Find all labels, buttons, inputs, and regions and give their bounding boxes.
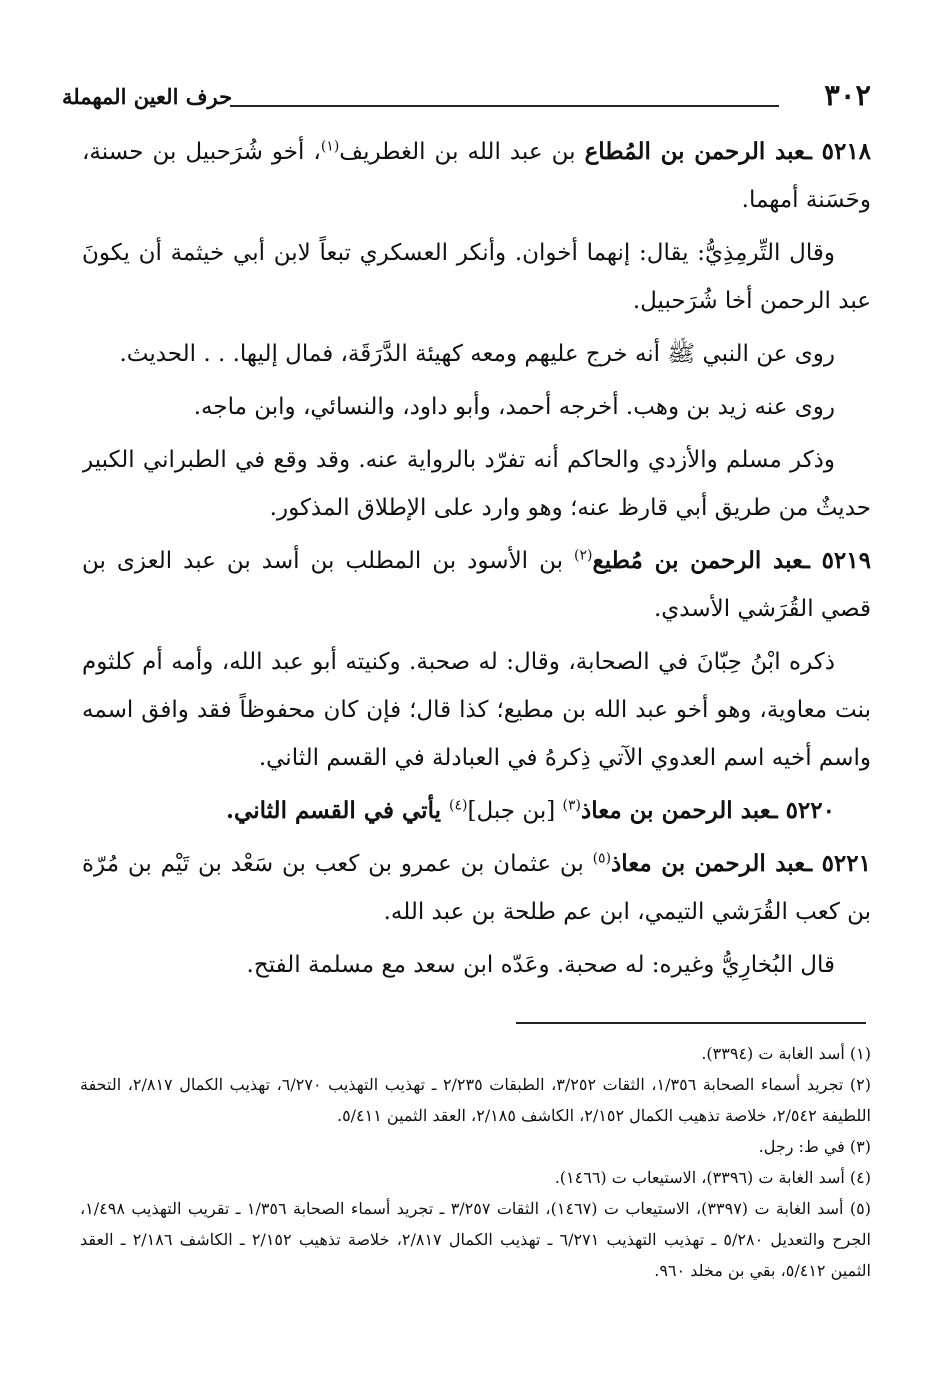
paragraph: روى عن النبي ﷺ أنه خرج عليهم ومعه كهيئة الدَّرَقَة، فمال إليها. . . الحديث.: [119, 341, 835, 367]
footnote-ref: (٥): [592, 850, 612, 867]
header-rule: [230, 105, 779, 107]
entry-name: عبد الرحمن بن مُطيع: [592, 547, 804, 574]
entry-text: [بن جبل]: [467, 798, 563, 824]
entry-5220: [82, 787, 871, 835]
footnote-text: أسد الغابة ت (٣٣٩٦)، الاستيعاب ت (١٤٦٦).: [554, 1168, 845, 1187]
entry-text: يأتي في القسم الثاني.: [226, 797, 449, 824]
entry-lineage: بن عبد الله بن الغطريف: [339, 139, 576, 165]
footnote-number: (٥): [849, 1199, 871, 1218]
footnote-text: تجريد أسماء الصحابة ١/٣٥٦، الثقات ٣/٢٥٢، الطبقات ٢/٢٣٥ ـ تهذيب التهذيب ٦/٢٧٠، تهذيب الكمال ٢/٨١٧، التحفة اللطيفة ٢/٥٤٢، خلاصة تذهيب الكمال ٢/١٥٢، الكاشف ٢/١٨٥، العقد الثمين ٥/٤١١.: [80, 1075, 871, 1125]
paragraph: ذكره ابْنُ حِبّانَ في الصحابة، وقال: له صحبة. وكنيته أبو عبد الله، وأمه أم كلثوم بنت معاوية، وهو أخو عبد الله بن مطيع؛ كذا قال؛ فإن كان محفوظاً فقد وافق اسمه واسم أخيه اسم العدوي الآتي ذِكرهُ في العبادلة في القسم الثاني.: [82, 649, 871, 771]
footnote-number: (٢): [849, 1075, 872, 1094]
footnote-separator: [516, 1022, 866, 1024]
entry-text: بن عثمان بن عمرو بن كعب بن سَعْد بن تَيْم بن مُرّة بن كعب القُرَشي التيمي، ابن عم طلحة بن عبد الله.: [82, 851, 871, 925]
paragraph: قال البُخارِيُّ وغيره: له صحبة. وعَدّه ابن سعد مع مسلمة الفتح.: [246, 952, 835, 978]
footnote-text: أسد الغابة ت (٣٣٩٧)، الاستيعاب ت (١٤٦٧)، الثقات ٣/٢٥٧ ـ تجريد أسماء الصحابة ١/٣٥٦ ـ تقريب التهذيب ١/٤٩٨، الجرح والتعديل ٥/٢٨٠ ـ تهذيب التهذيب ٦/٢٧١ ـ تهذيب الكمال ٢/٨١٧، خلاصة تذهيب ٢/١٥٢ ـ الكاشف ٢/١٨٦ ـ العقد الثمين ٥/٤١٢، بقي بن مخلد ٩٦٠.: [80, 1199, 871, 1280]
entry-5221: [82, 840, 871, 936]
footnote: [80, 1069, 871, 1131]
main-text: [82, 128, 871, 988]
footnote-ref: (٤): [449, 797, 468, 814]
footnote: [80, 1193, 871, 1286]
entry-name: عبد الرحمن بن معاذ: [581, 797, 771, 824]
entry-name: عبد الرحمن بن معاذ: [611, 850, 806, 877]
footnotes: [80, 1038, 871, 1286]
entry-5218: [82, 128, 871, 224]
footnote: [80, 1131, 871, 1162]
entry-number: ٥٢١٩ ـ: [803, 547, 871, 574]
footnote-ref: (٢): [574, 547, 593, 564]
footnote-number: (٣): [849, 1137, 871, 1156]
paragraph: وقال التِّرمِذِيُّ: يقال: إنهما أخوان. وأنكر العسكري تبعاً لابن أبي خيثمة أن يكونَ عبد الرحمن أخا شُرَحبيل.: [82, 240, 871, 314]
running-header: [62, 78, 871, 118]
footnote-ref: (٣): [562, 797, 581, 814]
entry-number: ٥٢٢١ ـ: [805, 850, 871, 877]
footnote-number: (١): [849, 1044, 871, 1063]
footnote-text: في ط: رجل.: [758, 1137, 845, 1156]
entry-number: ٥٢١٨ ـ: [805, 138, 871, 165]
footnote-ref: (١): [320, 138, 340, 155]
footnote: [80, 1162, 871, 1193]
entry-text: بن الأسود بن المطلب بن أسد بن عبد العزى بن قصي القُرَشي الأسدي.: [82, 548, 871, 622]
footnote: [80, 1038, 871, 1069]
entry-name: عبد الرحمن بن المُطاع: [584, 138, 806, 165]
entry-number: ٥٢٢٠ ـ: [770, 797, 835, 824]
footnote-text: أسد الغابة ت (٣٣٩٤).: [701, 1044, 845, 1063]
page-number: ٣٠٢: [824, 78, 871, 112]
entry-5219: [82, 537, 871, 633]
paragraph: روى عنه زيد بن وهب. أخرجه أحمد، وأبو داود، والنسائي، وابن ماجه.: [193, 394, 835, 420]
entry-text: ، أخو شُرَحبيل بن حسنة، وحَسَنة أمهما.: [82, 139, 871, 213]
header-title: حرف العين المهملة: [62, 84, 233, 109]
paragraph: وذكر مسلم والأزدي والحاكم أنه تفرّد بالرواية عنه. وقد وقع في الطبراني الكبير حديثٌ من طريق أبي قارظ عنه؛ وهو وارد على الإطلاق المذكور.: [82, 447, 871, 521]
footnote-number: (٤): [849, 1168, 871, 1187]
